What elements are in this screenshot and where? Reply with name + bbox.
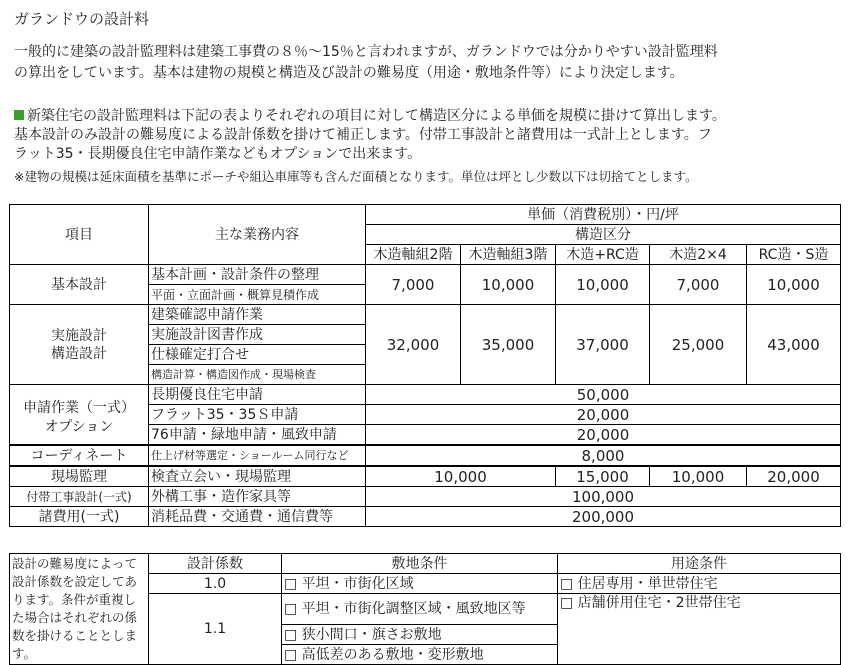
note-line: ラット35・長期優良住宅申請作業などもオプションで出来ます。 bbox=[14, 146, 422, 162]
price-cell: 20,000 bbox=[747, 466, 841, 487]
row-label-options: 申請作業（一式） オプション bbox=[10, 385, 149, 446]
row-label-detail: 実施設計 構造設計 bbox=[10, 305, 149, 385]
work-text: 長期優良住宅申請 bbox=[149, 385, 366, 405]
price-cell: 25,000 bbox=[650, 305, 747, 385]
work-text: フラット35・35Ｓ申請 bbox=[149, 405, 366, 425]
work-text: 実施設計図書作成 bbox=[149, 325, 366, 345]
intro-line: の算出をしています。基本は建物の規模と構造及び設計の難易度（用途・敷地条件等）により決定します。 bbox=[14, 65, 684, 81]
row-label-supervision: 現場監理 bbox=[10, 466, 149, 487]
header-site: 敷地条件 bbox=[282, 554, 558, 574]
row-label-coordinate: コーディネート bbox=[10, 445, 149, 466]
work-text: 平面・立面計画・概算見積作成 bbox=[149, 285, 366, 305]
price-cell: 8,000 bbox=[366, 445, 841, 466]
work-text: 建築確認申請作業 bbox=[149, 305, 366, 325]
work-text: 外構工事・造作家具等 bbox=[149, 487, 366, 507]
coefficient-table bbox=[9, 553, 841, 665]
work-text: 仕上げ材等選定・ショールーム同行など bbox=[149, 445, 366, 466]
coef-value: 1.1 bbox=[149, 594, 282, 665]
work-text: 基本計画・設計条件の整理 bbox=[149, 265, 366, 285]
work-text: 76申請・緑地申請・風致申請 bbox=[149, 425, 366, 446]
header-structure: 木造軸組3階 bbox=[461, 245, 556, 265]
row-label-expenses: 諸費用(一式) bbox=[10, 507, 149, 527]
price-cell: 10,000 bbox=[461, 265, 556, 305]
note-footnote: ※建物の規模は延床面積を基準にポーチや組込車庫等も含んだ面積となります。単位は坪とし少数以下は切捨てとします。 bbox=[14, 169, 698, 184]
header-structure-class: 構造区分 bbox=[366, 225, 841, 245]
table-row bbox=[10, 305, 841, 325]
price-cell: 10,000 bbox=[650, 466, 747, 487]
use-condition: □ 住居専用・単世帯住宅 bbox=[558, 574, 841, 594]
table-row bbox=[10, 385, 841, 405]
header-structure: 木造2×4 bbox=[650, 245, 747, 265]
intro-line: 一般的に建築の設計監理料は建築工事費の８％～15％と言われますが、ガランドウでは分かりやすい設計監理料 bbox=[14, 44, 718, 60]
table-row bbox=[10, 445, 841, 466]
page-title: ガランドウの設計料 bbox=[14, 10, 150, 28]
header-use: 用途条件 bbox=[558, 554, 841, 574]
table-row bbox=[10, 554, 841, 574]
price-cell: 37,000 bbox=[556, 305, 650, 385]
price-cell: 50,000 bbox=[366, 385, 841, 405]
row-label-basic: 基本設計 bbox=[10, 265, 149, 305]
price-cell: 20,000 bbox=[366, 405, 841, 425]
work-text: 仕様確定打合せ bbox=[149, 345, 366, 365]
price-cell: 7,000 bbox=[366, 265, 461, 305]
header-structure: 木造軸組2階 bbox=[366, 245, 461, 265]
header-item: 項目 bbox=[10, 205, 149, 265]
site-condition: □ 狭小間口・旗さお敷地 bbox=[282, 625, 558, 645]
note-line: 新築住宅の設計監理料は下記の表よりそれぞれの項目に対して構造区分による単価を規模に掛けて算出します。 bbox=[14, 107, 850, 126]
work-text: 消耗品費・交通費・通信費等 bbox=[149, 507, 366, 527]
header-work: 主な業務内容 bbox=[149, 205, 366, 265]
price-cell: 20,000 bbox=[366, 425, 841, 446]
price-cell: 100,000 bbox=[366, 487, 841, 507]
table-row bbox=[10, 487, 841, 507]
price-cell: 7,000 bbox=[650, 265, 747, 305]
fee-description bbox=[14, 107, 850, 186]
site-condition: □ 高低差のある敷地・変形敷地 bbox=[282, 645, 558, 665]
header-coef: 設計係数 bbox=[149, 554, 282, 574]
site-condition: □ 平坦・市街化区域 bbox=[282, 574, 558, 594]
work-text: 構造計算・構造図作成・現場検査 bbox=[149, 365, 366, 385]
table-row bbox=[10, 265, 841, 285]
header-structure: RC造・S造 bbox=[747, 245, 841, 265]
use-condition: □ 店舗併用住宅・2世帯住宅 bbox=[558, 594, 841, 665]
price-cell: 15,000 bbox=[556, 466, 650, 487]
intro-paragraph bbox=[14, 42, 844, 84]
coefficient-explanation: 設計の難易度によって設計係数を設定してあります。条件が重複した場合はそれぞれの係数を掛けることとします。 bbox=[10, 554, 149, 665]
price-cell: 32,000 bbox=[366, 305, 461, 385]
site-condition: □ 平坦・市街化調整区域・風致地区等 bbox=[282, 594, 558, 625]
note-line: 基本設計のみ設計の難易度による設計係数を掛けて補正します。付帯工事設計と諸費用は一式計上とします。フ bbox=[14, 127, 712, 143]
table-row bbox=[10, 466, 841, 487]
price-cell: 10,000 bbox=[747, 265, 841, 305]
price-cell: 35,000 bbox=[461, 305, 556, 385]
price-cell: 10,000 bbox=[556, 265, 650, 305]
header-unit-price: 単価（消費税別）・円/坪 bbox=[366, 205, 841, 225]
work-text: 検査立会い・現場監理 bbox=[149, 466, 366, 487]
fee-table bbox=[9, 204, 841, 527]
row-label-accessory: 付帯工事設計(一式) bbox=[10, 487, 149, 507]
table-row bbox=[10, 507, 841, 527]
price-cell: 200,000 bbox=[366, 507, 841, 527]
header-structure: 木造+RC造 bbox=[556, 245, 650, 265]
price-cell: 10,000 bbox=[366, 466, 556, 487]
green-square-bullet-icon bbox=[14, 110, 24, 120]
price-cell: 43,000 bbox=[747, 305, 841, 385]
coef-value: 1.0 bbox=[149, 574, 282, 594]
